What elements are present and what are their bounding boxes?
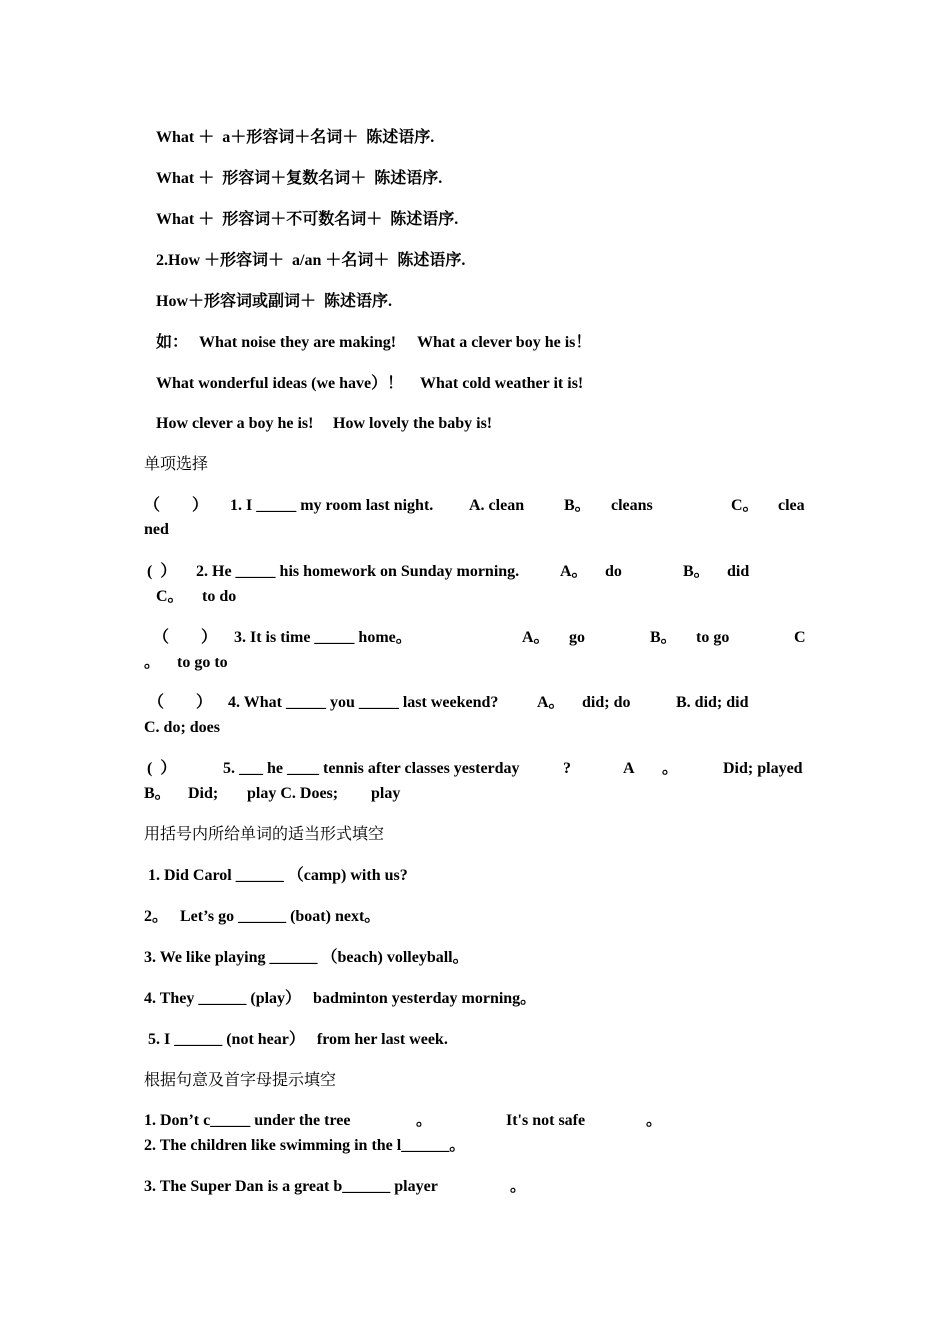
example-sentence: How clever a boy he is!: [156, 415, 314, 432]
grammar-rule-5: How＋形容词或副词＋ 陈述语序.: [156, 293, 393, 310]
example-sentence: What cold weather it is!: [420, 375, 584, 392]
option-c: C. do; does: [144, 719, 221, 736]
option-c-label: C。: [731, 497, 759, 514]
answer-paren: （ ）: [153, 629, 218, 646]
question-stem: 5. ___ he ____ tennis after classes yesterday: [223, 760, 520, 777]
answer-paren: （ ）: [144, 497, 209, 514]
question-stem: 3. It is time _____ home。: [234, 629, 412, 646]
option-c-label-dot: 。: [144, 654, 161, 671]
example-sentence: What noise they are making!: [199, 334, 397, 351]
example-sentence: How lovely the baby is!: [333, 415, 493, 432]
option-b-label: B。: [683, 563, 710, 580]
fill-question: 5. I ______ (not hear） from her last week.: [148, 1031, 448, 1048]
option-c: play C. Does;: [247, 785, 339, 802]
option-a: A. clean: [469, 497, 525, 514]
option-c-label: C。: [156, 588, 184, 605]
section-title: 用括号内所给单词的适当形式填空: [144, 826, 385, 843]
question-stem: 1. I _____ my room last night.: [230, 497, 434, 514]
example-prefix: 如：: [156, 334, 189, 351]
option-b: to go: [696, 629, 730, 646]
option-a: Did; played: [723, 760, 803, 777]
option-c-continued: play: [371, 785, 401, 802]
fill-question: 2。 Let’s go ______ (boat) next。: [144, 908, 381, 925]
fill-question: 3. The Super Dan is a great b______ player: [144, 1178, 438, 1195]
punctuation: 。: [510, 1178, 527, 1195]
option-c-label: C: [794, 629, 806, 646]
fill-question: 4. They ______ (play） badminton yesterday morning。: [144, 990, 537, 1007]
grammar-rule-2: What ＋ 形容词＋复数名词＋ 陈述语序.: [156, 170, 443, 187]
option-b: Did;: [188, 785, 219, 802]
option-a-dot: 。: [662, 760, 679, 777]
punctuation: 。: [646, 1112, 663, 1129]
example-sentence: What wonderful ideas (we have）！: [156, 375, 404, 392]
option-a: did; do: [582, 694, 631, 711]
option-c: to go to: [177, 654, 228, 671]
fill-question-continued: It's not safe: [506, 1112, 586, 1129]
option-b-label: B。: [564, 497, 591, 514]
option-c: to do: [202, 588, 237, 605]
option-a-label: A。: [560, 563, 588, 580]
option-a: go: [569, 629, 585, 646]
punctuation: 。: [416, 1112, 433, 1129]
fill-question: 1. Did Carol ______ （camp) with us?: [148, 867, 408, 884]
option-b-label: B。: [650, 629, 677, 646]
answer-paren: ( ）: [147, 563, 177, 580]
grammar-rule-1: What ＋ a＋形容词＋名词＋ 陈述语序.: [156, 129, 435, 146]
section-title: 单项选择: [144, 456, 209, 473]
answer-paren: ( ）: [147, 760, 177, 777]
section-title: 根据句意及首字母提示填空: [144, 1072, 337, 1089]
option-b: did: [727, 563, 750, 580]
fill-question: 3. We like playing ______ （beach) volleyball。: [144, 949, 469, 966]
option-a-label: A。: [537, 694, 565, 711]
option-c-continued: ned: [144, 521, 169, 538]
option-a-label: A。: [522, 629, 550, 646]
example-sentence: What a clever boy he is！: [417, 334, 592, 351]
question-mark: ?: [563, 760, 571, 777]
option-b: cleans: [611, 497, 653, 514]
question-stem: 4. What _____ you _____ last weekend?: [228, 694, 499, 711]
grammar-rule-3: What ＋ 形容词＋不可数名词＋ 陈述语序.: [156, 211, 459, 228]
option-c: clea: [778, 497, 805, 514]
fill-question: 2. The children like swimming in the l______。: [144, 1137, 466, 1154]
option-b: B. did; did: [676, 694, 749, 711]
question-stem: 2. He _____ his homework on Sunday morning.: [196, 563, 520, 580]
option-b-label: B。: [144, 785, 171, 802]
option-a: do: [605, 563, 622, 580]
grammar-rule-4: 2.How ＋形容词＋ a/an ＋名词＋ 陈述语序.: [156, 252, 466, 269]
option-a-label: A: [623, 760, 635, 777]
fill-question: 1. Don’t c_____ under the tree: [144, 1112, 351, 1129]
answer-paren: （ ）: [148, 694, 213, 711]
